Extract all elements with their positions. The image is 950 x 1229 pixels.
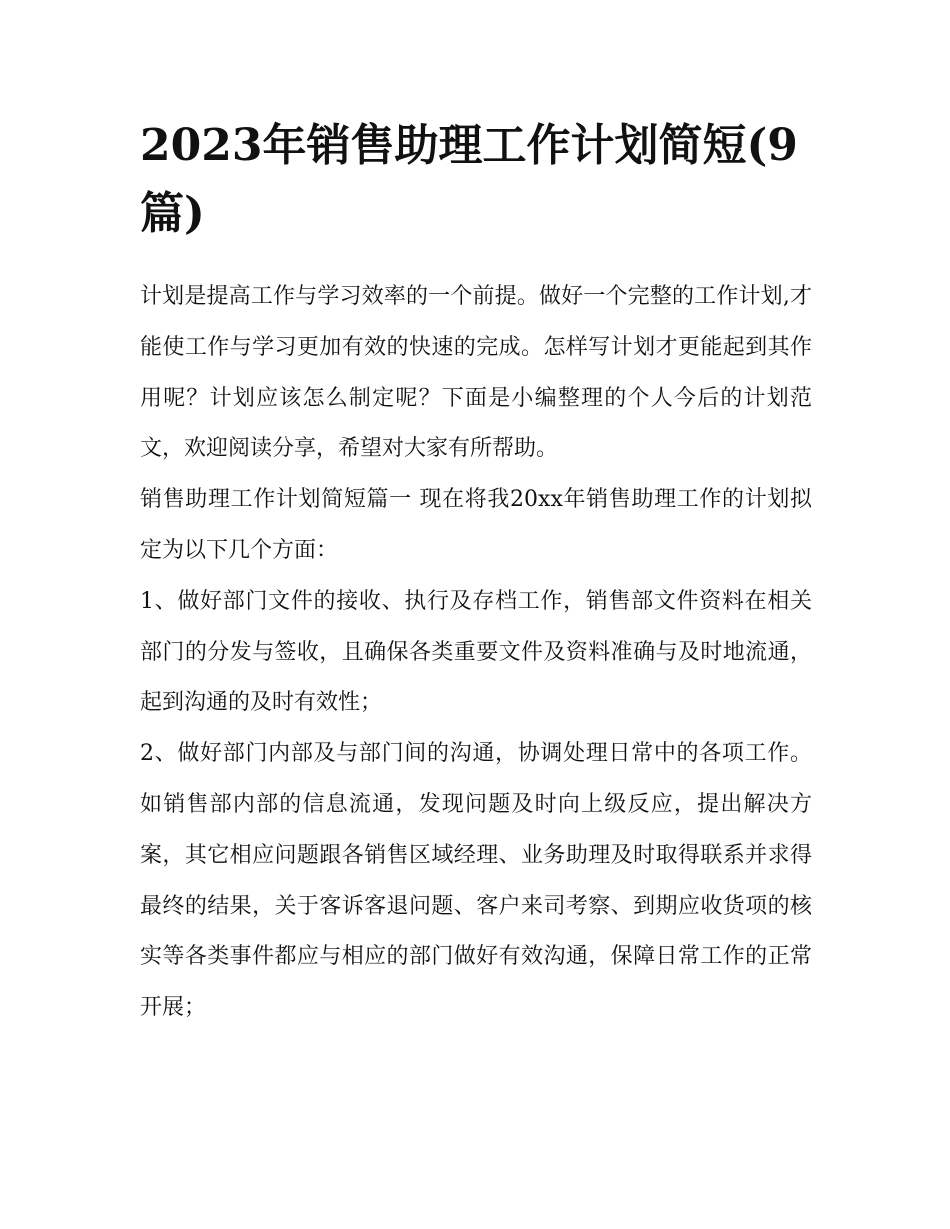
document-title: 2023年销售助理工作计划简短(9篇) xyxy=(140,120,798,239)
paragraph-item-2: 2、做好部门内部及与部门间的沟通，协调处理日常中的各项工作。如销售部内部的信息流通，发现问题及时向上级反应，提出解决方案，其它相应问题跟各销售区域经理、业务助理及时取得联系并求得最终的结果，关于客诉客退问题、客户来司考察、到期应收货项的核实等各类事件都应与相应的部门做好有效沟通，保障日常工作的正常开展； xyxy=(140,741,812,1021)
paragraph-intro: 计划是提高工作与学习效率的一个前提。做好一个完整的工作计划,才能使工作与学习更加有效的快速的完成。怎样写计划才更能起到其作用呢？计划应该怎么制定呢？下面是小编整理的个人今后的计划范文，欢迎阅读分享，希望对大家有所帮助。 xyxy=(140,284,812,462)
paragraph-item-1: 1、做好部门文件的接收、执行及存档工作，销售部文件资料在相关部门的分发与签收，且确保各类重要文件及资料准确与及时地流通，起到沟通的及时有效性； xyxy=(140,588,812,716)
paragraph-plan-intro: 销售助理工作计划简短篇一 现在将我20xx年销售助理工作的计划拟定为以下几个方面： xyxy=(140,487,812,563)
document-content xyxy=(140,112,812,1034)
document-body xyxy=(140,272,812,1034)
